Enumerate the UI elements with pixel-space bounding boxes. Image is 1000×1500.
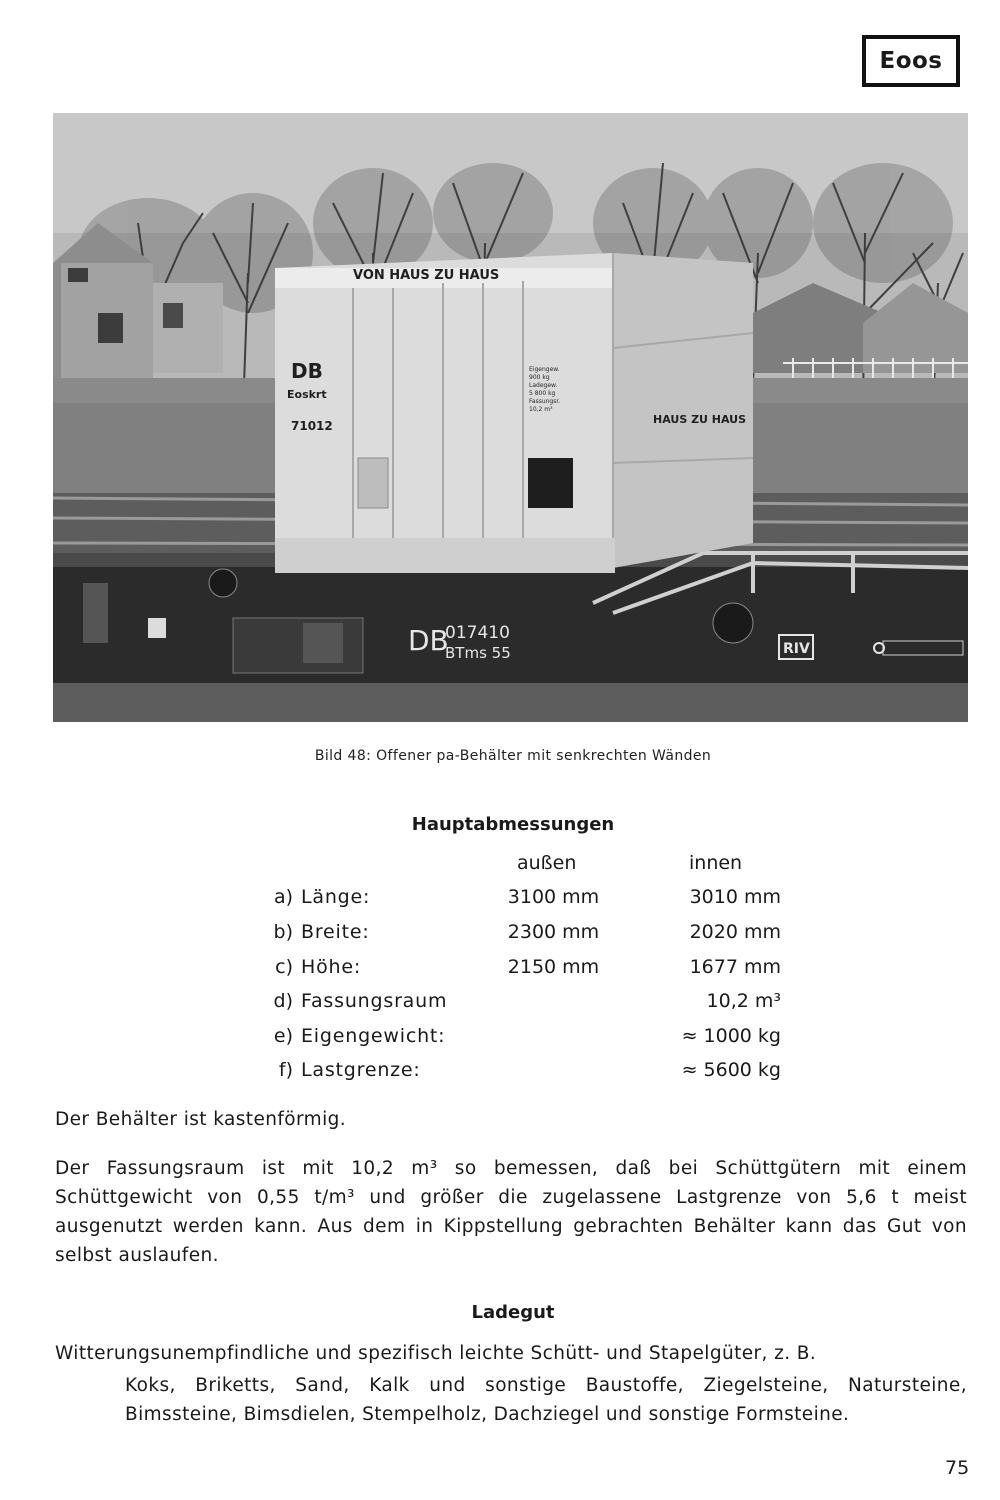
svg-text:900 kg: 900 kg (529, 374, 550, 381)
page-number: 75 (945, 1457, 970, 1479)
svg-text:10,2 m³: 10,2 m³ (529, 406, 553, 413)
paragraph-shape: Der Behälter ist kastenförmig. (55, 1109, 347, 1130)
dimensions-heading: Hauptabmessungen (411, 814, 615, 835)
svg-text:Fassungsr.: Fassungsr. (529, 398, 561, 405)
container-type-mark: Eoskrt (287, 388, 327, 401)
wagon-riv-label: RIV (783, 641, 810, 657)
dimension-row-width: b) Breite: 2300 mm 2020 mm (273, 921, 781, 943)
ladegut-list: Koks, Briketts, Sand, Kalk und sonstige Baustoffe, Ziegelsteine, Natursteine, Bimssteine, Bimsdielen, Stempelholz, Dachziegel und sonstige Formsteine. (125, 1375, 967, 1425)
dimension-row-length: a) Länge: 3100 mm 3010 mm (273, 886, 781, 908)
photo-container-wagon (53, 113, 968, 722)
dimension-row-tare-weight: e) Eigengewicht: ≈ 1000 kg (273, 1025, 781, 1047)
ladegut-heading: Ladegut (471, 1302, 555, 1323)
dimension-row-capacity: d) Fassungsraum 10,2 m³ (273, 990, 781, 1012)
ladegut-intro: Witterungsunempfindliche und spezifisch leichte Schütt- und Stapelgüter, z. B. (55, 1343, 817, 1364)
container-db-mark: DB (291, 359, 323, 383)
wagon-type: BTms 55 (445, 644, 511, 662)
svg-text:5 800 kg: 5 800 kg (529, 390, 556, 397)
container-side-text: HAUS ZU HAUS (653, 413, 747, 426)
container-number-mark: 71012 (291, 419, 333, 433)
dimension-row-height: c) Höhe: 2150 mm 1677 mm (275, 956, 781, 978)
column-header-inner: innen (689, 852, 743, 874)
svg-text:Eigengew.: Eigengew. (529, 366, 560, 373)
photo-container (275, 253, 753, 573)
wagon-class-badge: Eoos (862, 35, 960, 87)
dimension-row-load-limit: f) Lastgrenze: ≈ 5600 kg (278, 1059, 781, 1081)
column-header-outer: außen (517, 852, 577, 874)
wagon-number: 017410 (445, 623, 510, 643)
svg-text:Ladegew.: Ladegew. (529, 382, 558, 389)
container-top-text: VON HAUS ZU HAUS (353, 268, 500, 283)
wagon-db-label: DB (408, 624, 449, 657)
figure-caption: Bild 48: Offener pa-Behälter mit senkrechten Wänden (314, 748, 712, 764)
paragraph-capacity: Der Fassungsraum ist mit 10,2 m³ so bemessen, daß bei Schüttgütern mit einem Schüttgewicht von 0,55 t/m³ und größer die zugelassene Lastgrenze von 5,6 t meist ausgenutzt werden kann. Aus dem in Kippstellung gebrachten Behälter kann das Gut von selbst auslaufen. (55, 1158, 967, 1266)
